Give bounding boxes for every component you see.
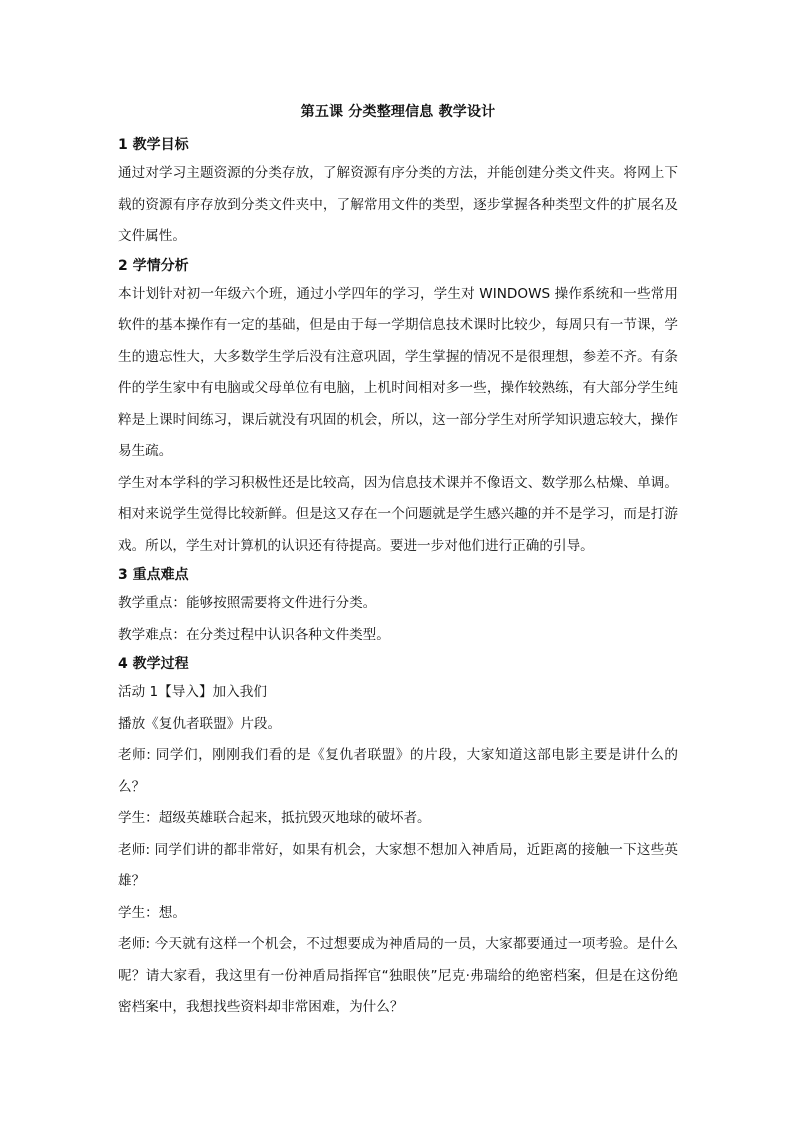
paragraph-difficult-point: 教学难点：在分类过程中认识各种文件类型。 <box>118 626 390 643</box>
section-heading-analysis: 2 学情分析 <box>118 257 189 274</box>
document-title: 第五课 分类整理信息 教学设计 <box>300 104 496 120</box>
section-heading-key-points: 3 重点难点 <box>118 567 189 583</box>
paragraph-student-2: 学生：想。 <box>118 904 186 921</box>
paragraph-activity-1: 活动 1【导入】加入我们 <box>118 684 267 700</box>
paragraph-analysis-2: 学生对本学科的学习积极性还是比较高，因为信息技术课并不像语文、数学那么枯燥、单调。相对来说学生觉得比较新鲜。但是这又存在一个问题就是学生感兴趣的并不是学习，而是打游戏。所以，学生对计算机的认识还有待提高。要进一步对他们进行正确的引导。 <box>118 474 678 554</box>
paragraph-teacher-3: 老师: 今天就有这样一个机会，不过想要成为神盾局的一员，大家都要通过一项考验。是什么呢？请大家看，我这里有一份神盾局指挥官“独眼侠”尼克·弗瑞给的绝密档案，但是在这份绝密档案中，我想找些资料却非常困难，为什么？ <box>118 936 678 1015</box>
paragraph-student-1: 学生：超级英雄联合起来，抵抗毁灭地球的破坏者。 <box>118 810 431 826</box>
paragraph-objectives: 通过对学习主题资源的分类存放，了解资源有序分类的方法，并能创建分类文件夹。将网上下载的资源有序存放到分类文件夹中，了解常用文件的类型，逐步掌握各种类型文件的扩展名及文件属性。 <box>118 165 678 244</box>
section-heading-process: 4 教学过程 <box>118 656 189 672</box>
paragraph-key-point: 教学重点：能够按照需要将文件进行分类。 <box>118 595 377 611</box>
paragraph-teacher-1: 老师: 同学们，刚刚我们看的是《复仇者联盟》的片段，大家知道这部电影主要是讲什么的么？ <box>118 747 678 795</box>
paragraph-teacher-2: 老师: 同学们讲的都非常好，如果有机会，大家想不想加入神盾局，近距离的接触一下这些英雄？ <box>118 841 678 889</box>
document-page <box>118 100 678 1024</box>
paragraph-analysis-1: 本计划针对初一年级六个班，通过小学四年的学习，学生对 WINDOWS 操作系统和一些常用软件的基本操作有一定的基础，但是由于每一学期信息技术课时比较少，每周只有一节课，学生的遗忘性大，大多数学生学后没有注意巩固，学生掌握的情况不是很理想，参差不齐。有条件的学生家中有电脑或父母单位有电脑，上机时间相对多一些，操作较熟练，有大部分学生纯粹是上课时间练习，课后就没有巩固的机会，所以，这一部分学生对所学知识遗忘较大，操作易生疏。 <box>118 285 678 459</box>
paragraph-play-clip: 播放《复仇者联盟》片段。 <box>118 715 282 732</box>
section-heading-objectives: 1 教学目标 <box>118 137 189 153</box>
